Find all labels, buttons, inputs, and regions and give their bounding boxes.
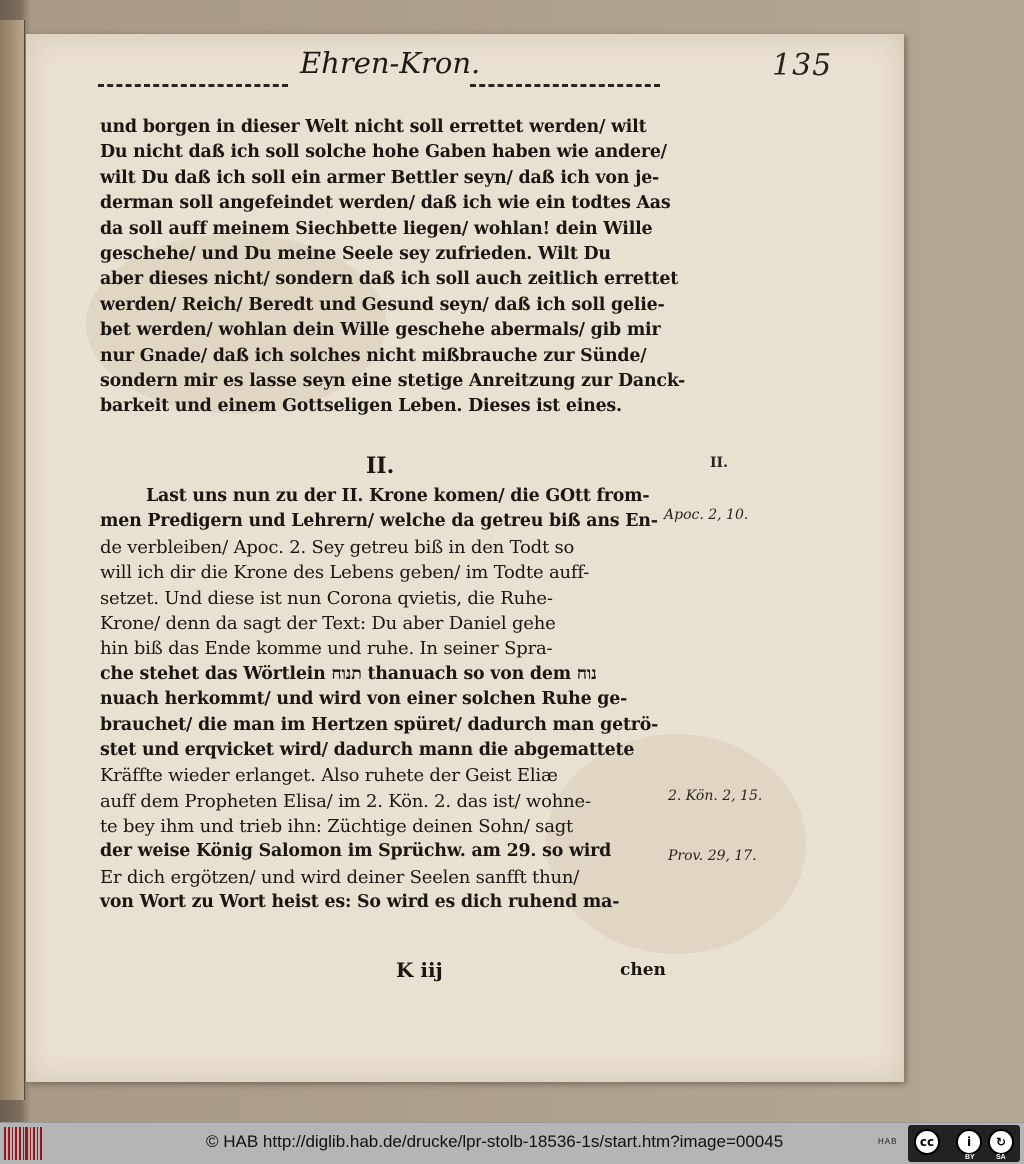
cc-license-badge[interactable] <box>908 1125 1020 1162</box>
text-line: wilt Du daß ich soll ein armer Bettler seyn/ daß ich von je- <box>100 167 660 188</box>
copyright-link[interactable]: © HAB http://diglib.hab.de/drucke/lpr-stolb-18536-1s/start.htm?image=00045 <box>206 1132 784 1151</box>
text-line: da soll auff meinem Siechbette liegen/ wohlan! dein Wille <box>100 218 653 239</box>
text-line: Last uns nun zu der II. Krone komen/ die GOtt from- <box>146 486 650 506</box>
share-alike-icon: ↻ <box>988 1129 1014 1155</box>
text-line: will ich dir die Krone des Lebens geben/ im Todte auff- <box>100 562 590 584</box>
text-line: brauchet/ die man im Hertzen spüret/ dadurch man getrö- <box>100 714 659 735</box>
text-line: te bey ihm und trieb ihn: Züchtige deinen Sohn/ sagt <box>100 816 574 838</box>
text-line: sondern mir es lasse seyn eine stetige Anreitzung zur Danck- <box>100 370 685 391</box>
signature-mark: K iij <box>396 958 443 982</box>
text-line: barkeit und einem Gottseligen Leben. Dieses ist eines. <box>100 396 622 417</box>
sa-label: SA <box>996 1154 1006 1161</box>
catchword: chen <box>620 960 666 980</box>
text-line: hin biß das Ende komme und ruhe. In seiner Spra- <box>100 638 553 660</box>
text-line: aber dieses nicht/ sondern daß ich soll auch zeitlich errettet <box>100 269 679 290</box>
margin-note-prov: Prov. 29, 17. <box>668 848 757 864</box>
margin-note-kon: 2. Kön. 2, 15. <box>668 788 763 804</box>
main-text-section-2 <box>100 484 660 916</box>
head-rule-right <box>470 84 660 91</box>
text-line: de verbleiben/ Apoc. 2. Sey getreu biß in den Todt so <box>100 536 575 558</box>
text-line: von Wort zu Wort heist es: So wird es dich ruhend ma- <box>100 892 620 913</box>
text-line: werden/ Reich/ Beredt und Gesund seyn/ daß ich soll gelie- <box>100 294 665 315</box>
section-heading: II. <box>366 453 395 479</box>
text-line: nur Gnade/ daß ich solches nicht mißbrauche zur Sünde/ <box>100 345 647 366</box>
hab-label: HAB <box>878 1137 898 1146</box>
text-line: Du nicht daß ich soll solche hohe Gaben haben wie andere/ <box>100 142 667 163</box>
head-rule-left <box>98 84 288 91</box>
margin-section-marker: II. <box>710 455 728 471</box>
barcode-icon <box>4 1127 42 1160</box>
text-line: und borgen in dieser Welt nicht soll errettet werden/ wilt <box>100 117 647 137</box>
text-line: geschehe/ und Du meine Seele sey zufrieden. Wilt Du <box>100 243 611 264</box>
running-head: Ehren-Kron. <box>300 46 481 80</box>
text-line: Krone/ denn da sagt der Text: Du aber Daniel gehe <box>100 612 556 634</box>
by-person-icon: i <box>956 1129 982 1155</box>
text-line: setzet. Und diese ist nun Corona qvietis, die Ruhe- <box>100 587 553 609</box>
text-line: Kräffte wieder erlanget. Also ruhete der Geist Eliæ <box>100 765 558 787</box>
main-text <box>100 115 685 420</box>
by-label: BY <box>965 1154 975 1161</box>
text-line: bet werden/ wohlan dein Wille geschehe abermals/ gib mir <box>100 320 661 341</box>
text-line: der weise König Salomon im Sprüchw. am 29. so wird <box>100 841 612 862</box>
cc-icon: cc <box>914 1129 940 1155</box>
text-line: nuach herkommt/ und wird von einer solchen Ruhe ge- <box>100 689 628 710</box>
text-line: derman soll angefeindet werden/ daß ich wie ein todtes Aas <box>100 193 671 214</box>
text-line: che stehet das Wörtlein תנוח thanuach so von dem נוח <box>100 663 597 684</box>
text-line: stet und erqvicket wird/ dadurch mann die abgemattete <box>100 739 635 760</box>
text-line: Er dich ergötzen/ und wird deiner Seelen sanfft thun/ <box>100 866 580 888</box>
text-line: men Predigern und Lehrern/ welche da getreu biß ans En- <box>100 511 658 532</box>
viewer-footer <box>0 1122 1024 1164</box>
page-number: 135 <box>772 48 833 83</box>
previous-page-edge <box>0 20 25 1100</box>
text-line: auff dem Propheten Elisa/ im 2. Kön. 2. das ist/ wohne- <box>100 790 591 812</box>
margin-note-apoc: Apoc. 2, 10. <box>664 507 749 523</box>
